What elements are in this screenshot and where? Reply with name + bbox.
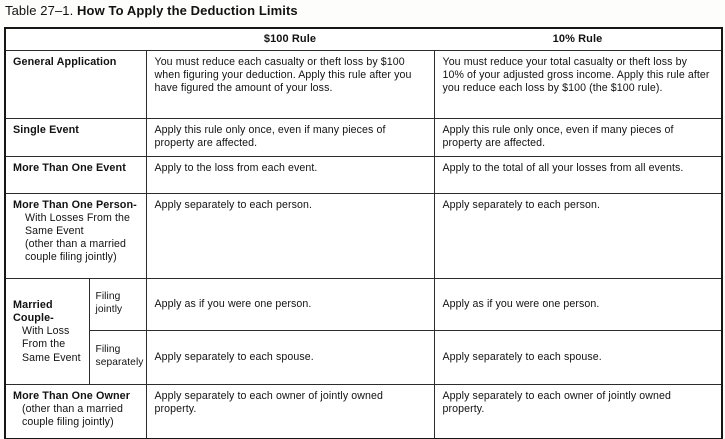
header-row — [5, 28, 722, 50]
single-event-10-rule-cell: Apply this rule only once, even if many pieces of property are affected. — [434, 118, 722, 156]
label-subtext: With Loss From the Same Event — [22, 325, 81, 364]
label-text: General Application — [13, 55, 117, 68]
table-number: Table 27–1. — [5, 3, 74, 18]
label-text: More Than One Event — [13, 161, 126, 174]
header-spacer-cell — [5, 28, 146, 50]
row-general-application — [5, 50, 722, 118]
label-subtext: With Losses From the Same Event — [25, 212, 131, 238]
label-general-application — [5, 50, 146, 118]
married-separately-10-rule-cell: Apply separately to each spouse. — [434, 330, 722, 384]
document-page — [0, 3, 725, 439]
deduction-limits-table — [4, 27, 723, 439]
label-text: More Than One Owner — [13, 389, 131, 402]
table-title-text: How To Apply the Deduction Limits — [77, 3, 298, 18]
header-10-rule: 10% Rule — [434, 28, 722, 50]
filing-separately-cell: Filing separately — [89, 330, 146, 384]
label-single-event — [5, 118, 146, 156]
married-jointly-10-rule-cell: Apply as if you were one person. — [434, 278, 722, 330]
row-married-couple-filing-separately — [5, 330, 722, 384]
more-than-one-person-100-rule-cell: Apply separately to each person. — [146, 193, 434, 278]
label-married-couple — [5, 278, 89, 384]
label-more-than-one-owner — [5, 384, 146, 439]
more-than-one-person-10-rule-cell: Apply separately to each person. — [434, 193, 722, 278]
row-single-event — [5, 118, 722, 156]
more-than-one-owner-100-rule-cell: Apply separately to each owner of jointly owned property. — [146, 384, 434, 439]
married-separately-100-rule-cell: Apply separately to each spouse. — [146, 330, 434, 384]
more-than-one-event-100-rule-cell: Apply to the loss from each event. — [146, 156, 434, 193]
married-jointly-100-rule-cell: Apply as if you were one person. — [146, 278, 434, 330]
single-event-100-rule-cell: Apply this rule only once, even if many pieces of property are affected. — [146, 118, 434, 156]
label-note: (other than a married couple filing jointly) — [22, 403, 124, 429]
row-married-couple-filing-jointly — [5, 278, 722, 330]
general-10-rule-cell: You must reduce your total casualty or theft loss by 10% of your adjusted gross income. Apply this rule after you reduce each loss by $100 (the $100 rule). — [434, 50, 722, 118]
label-more-than-one-event — [5, 156, 146, 193]
row-more-than-one-person — [5, 193, 722, 278]
row-more-than-one-event — [5, 156, 722, 193]
table-title — [5, 3, 725, 23]
label-more-than-one-person — [5, 193, 146, 278]
more-than-one-owner-10-rule-cell: Apply separately to each owner of jointly owned property. — [434, 384, 722, 439]
label-text: More Than One Person- — [13, 198, 137, 211]
row-more-than-one-owner — [5, 384, 722, 439]
label-note: (other than a married couple filing jointly) — [25, 238, 127, 264]
header-100-rule: $100 Rule — [146, 28, 434, 50]
general-100-rule-cell: You must reduce each casualty or theft loss by $100 when figuring your deduction. Apply this rule after you have figured the amount of your loss. — [146, 50, 434, 118]
label-text: Single Event — [13, 123, 79, 136]
filing-jointly-cell: Filing jointly — [89, 278, 146, 330]
label-text: Married Couple- — [13, 298, 54, 324]
more-than-one-event-10-rule-cell: Apply to the total of all your losses from all events. — [434, 156, 722, 193]
